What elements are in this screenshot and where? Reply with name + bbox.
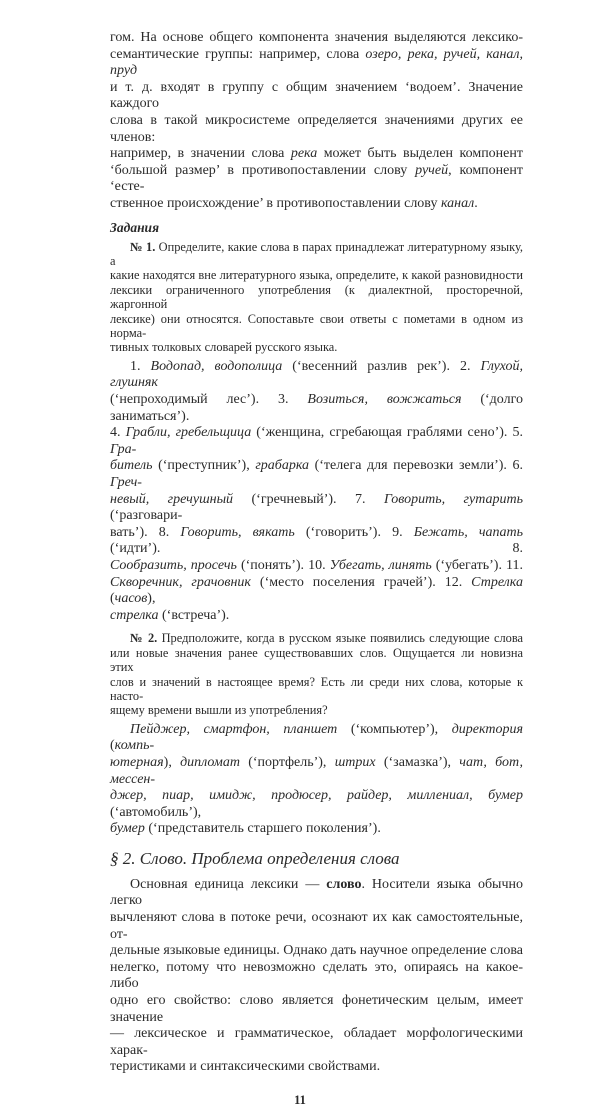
bold-text: № 1. <box>130 239 156 254</box>
task-2 <box>110 631 523 717</box>
task-2-list <box>110 722 523 838</box>
text-span: Основная единица лексики — <box>130 876 327 892</box>
text-span: какие находятся вне литературного языка, определите, к какой разновидности <box>110 268 523 283</box>
text-span: 4. <box>110 425 126 441</box>
italic-text: Сообразить, просечь <box>110 557 237 573</box>
text-span: и т. д. входят в группу с общим значением ‘водоем’. Значение каждого <box>110 79 523 112</box>
italic-text: канал <box>440 195 475 211</box>
text-line <box>110 525 523 558</box>
italic-text: часов <box>114 591 148 607</box>
italic-text: озеро, река, ручей, канал, пруд <box>110 46 523 79</box>
text-span: теристиками и синтаксическими свойствами. <box>110 1059 381 1075</box>
text-span: — лексическое и грамматическое, обладает морфологическими харак- <box>110 1026 523 1058</box>
text-span: (‘идти’). 8. <box>110 541 523 557</box>
text-span: (‘убегать’). 11. <box>431 557 523 573</box>
text-line <box>110 425 523 458</box>
text-span: (‘гречневый’). 7. <box>233 491 384 507</box>
text-span: (‘место поселения грачей’). 12. <box>250 574 472 590</box>
text-span: гом. На основе общего компонента значения выделяются лексико- <box>110 30 523 45</box>
text-span: Определите, какие слова в парах принадлежат литературному языку, а <box>110 239 524 268</box>
text-span: ственное происхождение’ в противопоставлении слову <box>110 195 441 211</box>
text-line <box>110 943 523 960</box>
italic-text: Глухой, глушняк <box>110 358 524 391</box>
italic-text: невый, гречушный <box>110 491 234 507</box>
text-line <box>110 240 523 269</box>
text-span: слов и значений в настоящее время? Есть ли среди них слова, которые к насто- <box>110 674 523 703</box>
text-span: (‘весенний разлив рек’). 2. <box>282 358 481 374</box>
text-span: семантические группы: например, слова <box>110 46 366 62</box>
text-line <box>110 646 523 675</box>
text-line <box>110 821 523 838</box>
italic-text: Стрелка <box>471 574 523 590</box>
text-span: Предположите, когда в русском языке появились следующие слова <box>157 631 524 646</box>
text-line <box>110 960 523 993</box>
text-span: например, в значении слова <box>110 146 291 162</box>
text-span: (‘компьютер’), <box>337 721 452 737</box>
text-line <box>110 113 523 146</box>
text-span: . <box>474 195 478 211</box>
italic-text: Говорить, вякать <box>180 524 295 540</box>
text-line <box>110 196 523 213</box>
text-line <box>110 1059 523 1076</box>
text-line <box>110 877 523 910</box>
text-span: ( <box>110 591 115 607</box>
italic-text: река <box>290 146 318 162</box>
text-span: (‘разговари- <box>110 508 183 524</box>
italic-text: Говорить, гутарить <box>383 491 523 507</box>
text-line <box>110 575 523 608</box>
text-span: вать’). 8. <box>110 524 181 540</box>
text-span: одно его свойство: слово является фонетическим целым, имеет значение <box>110 993 523 1025</box>
text-span: тивных толковых словарей русского языка. <box>110 340 338 355</box>
italic-text: Грабли, гребельщица <box>125 425 252 441</box>
text-line <box>110 458 523 491</box>
tasks-heading: Задания <box>110 219 160 235</box>
italic-text: грабарка <box>255 458 310 474</box>
italic-text: Убегать, линять <box>329 557 432 573</box>
text-span: (‘представитель старшего поколения’). <box>144 821 381 837</box>
text-span: вычленяют слова в потоке речи, осознают их как самостоятельные, от- <box>110 910 523 942</box>
text-span: дельные языковые единицы. Однако дать научное определение слова <box>110 943 523 959</box>
italic-text: дипломат <box>180 754 240 770</box>
italic-text: бумер <box>110 821 145 837</box>
italic-text: Гра- <box>110 441 137 457</box>
text-span: (‘замазка’), <box>375 754 460 770</box>
text-line <box>110 703 523 717</box>
text-line <box>110 359 523 392</box>
text-span: , компонент ‘есте- <box>110 162 523 195</box>
italic-text: Водопад, водополица <box>150 358 283 374</box>
italic-text: компь- <box>114 738 155 754</box>
text-line <box>110 30 523 47</box>
text-span: 1. <box>130 358 151 374</box>
italic-text: ручей <box>415 162 449 178</box>
text-span: (‘долго заниматься’). <box>110 391 523 424</box>
text-span: (‘говорить’). 9. <box>294 524 414 540</box>
text-span: ), <box>147 591 156 607</box>
italic-text: Скворечник, грачовник <box>110 574 251 590</box>
text-span: слова в такой микросистеме определяется значениями других ее членов: <box>110 112 523 145</box>
text-span: (‘портфель’), <box>239 754 335 770</box>
text-span: ‘большой размер’ в противопоставлении слову <box>110 162 416 178</box>
text-line <box>110 631 523 645</box>
italic-text: Греч- <box>110 474 142 490</box>
text-span: (‘преступник’), <box>152 458 256 474</box>
text-line <box>110 340 523 354</box>
text-line <box>110 163 523 196</box>
bold-text: слово <box>326 876 362 892</box>
italic-text: стрелка <box>110 607 159 623</box>
text-line <box>110 392 523 425</box>
text-line <box>110 492 523 525</box>
text-line <box>110 910 523 943</box>
text-span: или новые значения ранее существовавших слов. Ощущается ли новизна этих <box>110 645 523 675</box>
italic-text: битель <box>110 458 153 474</box>
text-line <box>110 675 523 704</box>
text-span: . Носители языка обычно легко <box>110 876 524 909</box>
section-heading: § 2. Слово. Проблема определения слова <box>110 848 400 868</box>
section-paragraph <box>110 877 523 1076</box>
task-1-list <box>110 359 523 625</box>
text-span: (‘непроходимый лес’). 3. <box>110 391 308 407</box>
text-span: (‘женщина, сгребающая граблями сено’). 5. <box>251 425 524 441</box>
text-line <box>110 755 523 788</box>
text-line <box>110 47 523 80</box>
italic-text: чат, бот, мессен- <box>110 754 523 787</box>
page-number: 11 <box>294 1093 306 1107</box>
text-line <box>110 80 523 113</box>
intro-paragraph <box>110 30 523 213</box>
text-line <box>110 993 523 1026</box>
text-line <box>110 283 523 312</box>
task-1 <box>110 240 523 355</box>
text-line <box>110 268 523 282</box>
italic-text: джер, пиар, имидж, продюсер, райдер, миллениал, бумер <box>110 788 523 804</box>
text-line <box>110 788 523 821</box>
italic-text: Пейджер, смартфон, планшет <box>130 721 338 737</box>
text-span: ), <box>163 754 181 770</box>
text-line <box>110 608 523 625</box>
text-span: ( <box>110 738 115 754</box>
italic-text: Бежать, чапать <box>413 524 523 540</box>
text-span: (‘телега для перевозки земли’). 6. <box>309 458 523 474</box>
italic-text: штрих <box>334 754 376 770</box>
italic-text: Возиться, вожжаться <box>307 391 462 407</box>
italic-text: директория <box>451 721 523 737</box>
text-span: (‘встреча’). <box>158 607 230 623</box>
text-span: (‘понять’). 10. <box>236 557 330 573</box>
text-span: нелегко, потому что невозможно сделать это, опираясь на какое-либо <box>110 959 523 992</box>
text-line <box>110 558 523 575</box>
text-line <box>110 1026 523 1059</box>
text-span: лексике) они относятся. Сопоставьте свои ответы с пометами в одном из норма- <box>110 311 523 340</box>
text-line <box>110 312 523 341</box>
text-span: может быть выделен компонент <box>317 146 524 162</box>
italic-text: ютерная <box>110 754 164 770</box>
bold-text: № 2. <box>130 631 158 646</box>
text-span: лексики ограниченного употребления (к диалектной, просторечной, жаргонной <box>110 282 523 312</box>
text-line <box>110 146 523 163</box>
text-span: ящему времени вышли из употребления? <box>110 703 328 718</box>
text-span: (‘автомобиль’), <box>110 804 202 820</box>
